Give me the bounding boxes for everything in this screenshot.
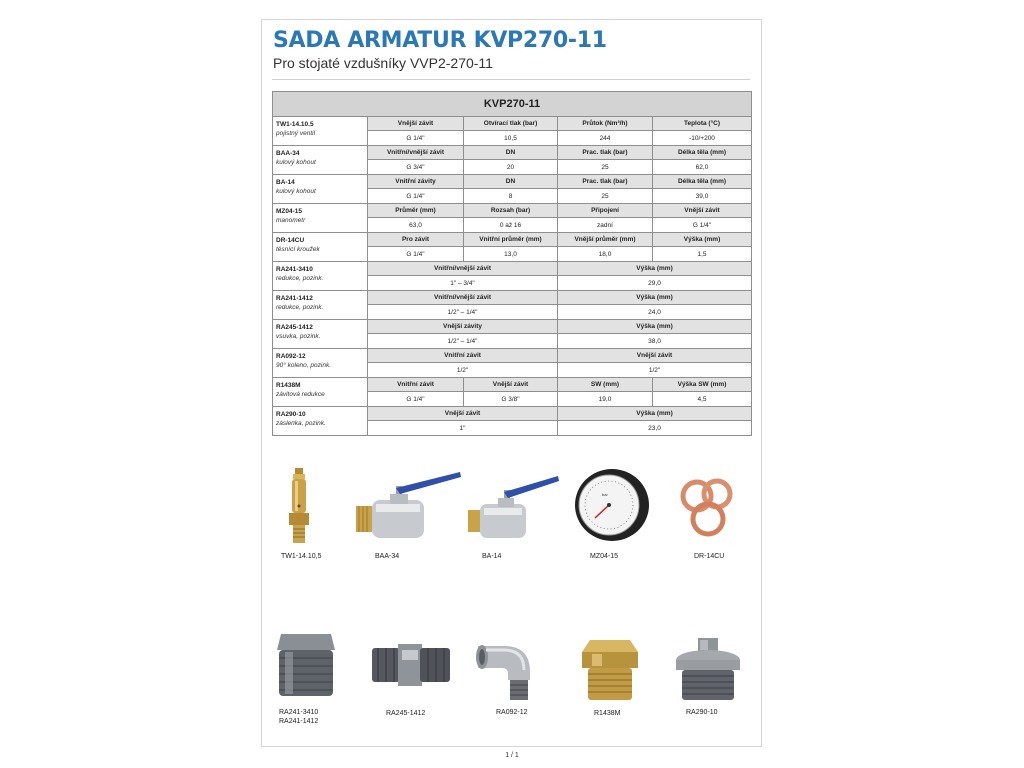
product-caption: DR-14CU xyxy=(694,553,725,560)
param-value: 1/2" – 1/4" xyxy=(368,305,558,320)
product-caption: RA241-1412 xyxy=(279,718,319,725)
param-label: Průtok (Nm³/h) xyxy=(558,117,653,131)
param-label: SW (mm) xyxy=(558,378,653,392)
document-title: SADA ARMATUR KVP270-11 xyxy=(273,28,607,53)
param-label: Vnitřní/vnější závit xyxy=(368,262,558,276)
param-value: 18,0 xyxy=(558,247,653,262)
param-value: 4,5 xyxy=(653,392,752,407)
param-label: Teplota (°C) xyxy=(653,117,752,131)
param-value: 13,0 xyxy=(464,247,558,262)
item-name-cell xyxy=(273,291,368,320)
param-label: Výška (mm) xyxy=(558,291,752,305)
param-value: -10/+200 xyxy=(653,131,752,146)
item-description: kulový kohout xyxy=(276,159,316,166)
param-label: Vnitřní průměr (mm) xyxy=(464,233,558,247)
param-value: 62,0 xyxy=(653,160,752,175)
product-caption: TW1-14.10,5 xyxy=(281,553,322,560)
param-value: 29,0 xyxy=(558,276,752,291)
param-label: Otvírací tlak (bar) xyxy=(464,117,558,131)
param-label: Vnější závit xyxy=(464,378,558,392)
svg-text:bar: bar xyxy=(602,492,608,497)
product-caption: MZ04-15 xyxy=(590,553,619,560)
item-description: redukce, pozink. xyxy=(276,275,324,282)
item-code: BA-14 xyxy=(276,179,295,186)
page-number: 1 / 1 xyxy=(505,752,519,759)
item-description: vsuvka, pozink. xyxy=(276,333,321,340)
item-name-cell xyxy=(273,204,368,233)
param-label: Vnitřní/vnější závit xyxy=(368,146,464,160)
param-label: Vnitřní závit xyxy=(368,378,464,392)
param-value: 8 xyxy=(464,189,558,204)
param-label: Vnější závit xyxy=(368,117,464,131)
item-description: 90° koleno, pozink. xyxy=(276,362,331,369)
param-label: Vnitřní/vnější závit xyxy=(368,291,558,305)
param-label: Prac. tlak (bar) xyxy=(558,146,653,160)
param-value: 25 xyxy=(558,189,653,204)
item-name-cell xyxy=(273,175,368,204)
param-label: Vnitřní závit xyxy=(368,349,558,363)
param-value: G 1/4" xyxy=(368,247,464,262)
param-value: 19,0 xyxy=(558,392,653,407)
param-label: Průměr (mm) xyxy=(368,204,464,218)
product-caption: BAA-34 xyxy=(375,553,400,560)
item-name-cell xyxy=(273,320,368,349)
param-value: G 3/8" xyxy=(464,392,558,407)
title-divider xyxy=(272,79,750,80)
product-caption: BA-14 xyxy=(482,553,502,560)
param-value: G 1/4" xyxy=(653,218,752,233)
item-code: RA290-10 xyxy=(276,411,306,418)
param-label: Vnější závit xyxy=(558,349,752,363)
item-name-cell xyxy=(273,262,368,291)
item-description: kulový kohout xyxy=(276,188,316,195)
plug-icon xyxy=(672,636,744,704)
param-value: 63,0 xyxy=(368,218,464,233)
item-name-cell xyxy=(273,407,368,436)
reducer-icon xyxy=(275,632,337,698)
param-label: Výška (mm) xyxy=(558,262,752,276)
item-code: RA092-12 xyxy=(276,353,306,360)
pressure-gauge-icon xyxy=(574,468,650,542)
param-label: Délka těla (mm) xyxy=(653,175,752,189)
param-label: Výška SW (mm) xyxy=(653,378,752,392)
item-description: redukce, pozink. xyxy=(276,304,324,311)
param-label: Vnější závit xyxy=(653,204,752,218)
param-value: 1" – 3/4" xyxy=(368,276,558,291)
copper-ring-icon xyxy=(678,476,736,538)
param-label: DN xyxy=(464,175,558,189)
nipple-icon xyxy=(372,640,452,688)
param-label: Rozsah (bar) xyxy=(464,204,558,218)
param-value: 10,5 xyxy=(464,131,558,146)
item-name-cell xyxy=(273,349,368,378)
param-value: G 1/4" xyxy=(368,131,464,146)
item-description: zásleпka, pozink. xyxy=(276,420,326,427)
param-value: 20 xyxy=(464,160,558,175)
ball-valve-icon xyxy=(356,470,462,540)
document-subtitle: Pro stojaté vzdušníky VVP2-270-11 xyxy=(273,55,493,71)
param-label: Výška (mm) xyxy=(558,320,752,334)
item-name-cell xyxy=(273,146,368,175)
param-value: 38,0 xyxy=(558,334,752,349)
param-label: Délka těla (mm) xyxy=(653,146,752,160)
param-value: G 3/4" xyxy=(368,160,464,175)
item-code: R1438M xyxy=(276,382,301,389)
product-caption: RA092-12 xyxy=(496,709,528,716)
param-value: 23,0 xyxy=(558,421,752,436)
item-name-cell xyxy=(273,378,368,407)
item-code: MZ04-15 xyxy=(276,208,303,215)
item-description: těsnící kroužek xyxy=(276,246,320,253)
param-label: Výška (mm) xyxy=(558,407,752,421)
item-code: TW1-14.10.5 xyxy=(276,121,314,128)
item-description: pojistný ventil xyxy=(276,130,316,137)
product-caption: R1438M xyxy=(594,710,621,717)
param-value: zadní xyxy=(558,218,653,233)
item-code: RA245-1412 xyxy=(276,324,313,331)
param-value: 25 xyxy=(558,160,653,175)
param-label: Vnější průměr (mm) xyxy=(558,233,653,247)
param-value: G 1/4" xyxy=(368,392,464,407)
param-label: Vnější závity xyxy=(368,320,558,334)
param-value: G 1/4" xyxy=(368,189,464,204)
item-description: manometr xyxy=(276,217,306,224)
param-label: Vnitřní závity xyxy=(368,175,464,189)
product-caption: RA290-10 xyxy=(686,709,718,716)
item-name-cell xyxy=(273,117,368,146)
param-label: Vnější závit xyxy=(368,407,558,421)
item-code: RA241-1412 xyxy=(276,295,313,302)
param-value: 1,5 xyxy=(653,247,752,262)
item-code: DR-14CU xyxy=(276,237,305,244)
param-label: DN xyxy=(464,146,558,160)
param-value: 244 xyxy=(558,131,653,146)
param-value: 39,0 xyxy=(653,189,752,204)
product-caption: RA241-3410 xyxy=(279,709,319,716)
item-code: BAA-34 xyxy=(276,150,300,157)
param-label: Připojení xyxy=(558,204,653,218)
elbow-icon xyxy=(474,640,546,702)
param-value: 1/2" xyxy=(558,363,752,378)
param-label: Výška (mm) xyxy=(653,233,752,247)
param-value: 0 až 16 xyxy=(464,218,558,233)
param-value: 24,0 xyxy=(558,305,752,320)
param-value: 1/2" – 1/4" xyxy=(368,334,558,349)
item-code: RA241-3410 xyxy=(276,266,313,273)
item-description: závitová redukce xyxy=(276,391,325,398)
param-label: Prac. tlak (bar) xyxy=(558,175,653,189)
param-label: Pro závit xyxy=(368,233,464,247)
ball-valve-icon xyxy=(468,474,560,540)
safety-valve-icon xyxy=(283,468,315,546)
item-name-cell xyxy=(273,233,368,262)
param-value: 1/2" xyxy=(368,363,558,378)
spec-table xyxy=(272,91,752,436)
param-value: 1" xyxy=(368,421,558,436)
table-header: KVP270-11 xyxy=(273,92,752,117)
brass-reducer-icon xyxy=(580,638,640,702)
product-caption: RA245-1412 xyxy=(386,710,426,717)
